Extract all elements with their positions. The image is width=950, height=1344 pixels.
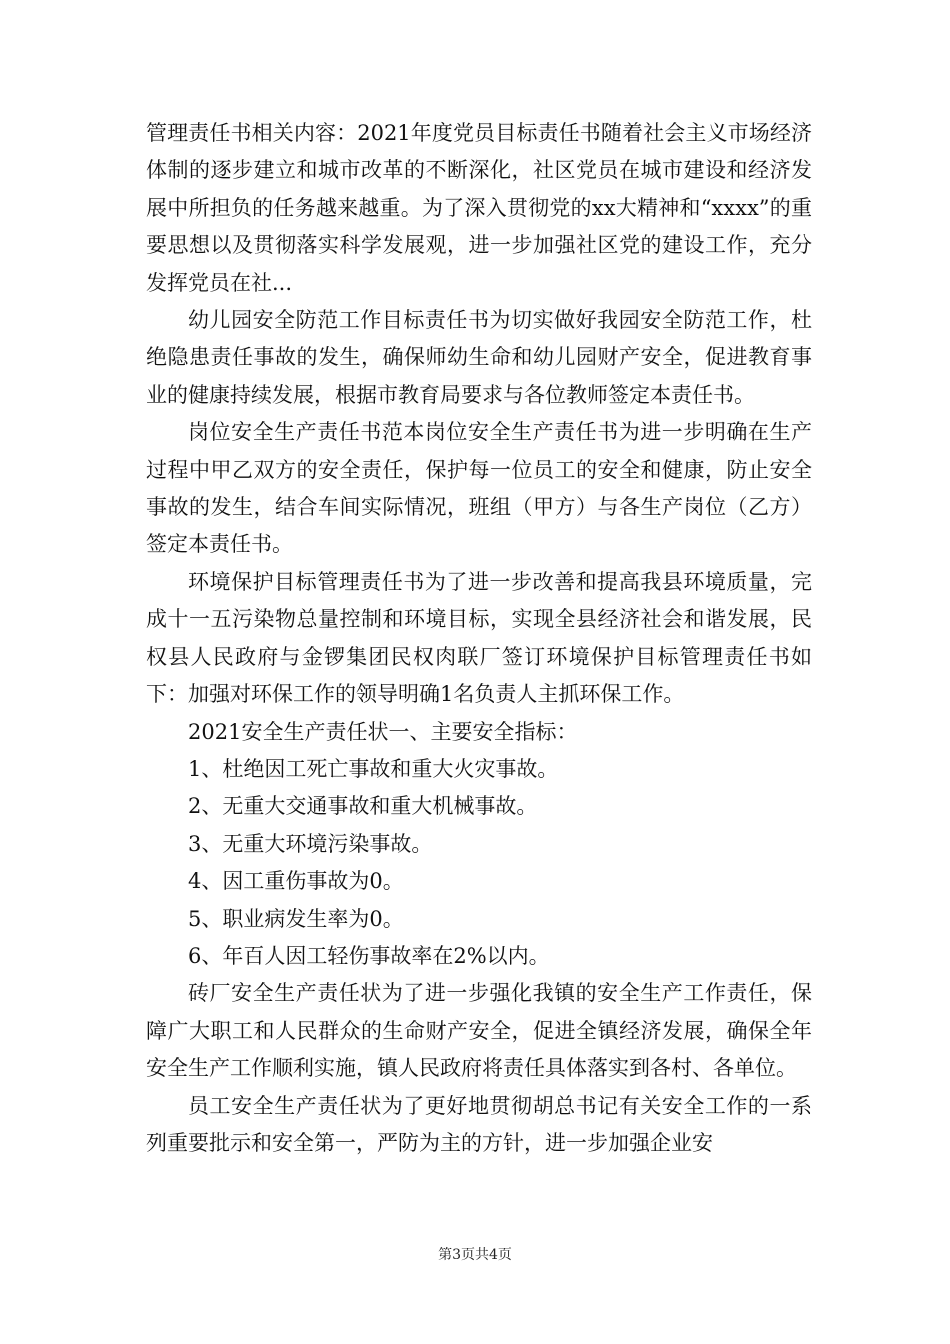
list-item-indicator-4: 4、因工重伤事故为0。 <box>188 869 404 894</box>
list-item-indicator-3: 3、无重大环境污染事故。 <box>188 831 433 856</box>
paragraph-post-safety: 岗位安全生产责任书范本岗位安全生产责任书为进一步明确在生产过程中甲乙双方的安全责任，保护每一位员工的安全和健康，防止安全事故的发生，结合车间实际情况，班组（甲方）与各生产岗位（乙方）签定本责任书。 <box>146 420 812 557</box>
paragraph-brick-factory-safety: 砖厂安全生产责任状为了进一步强化我镇的安全生产工作责任，保障广大职工和人民群众的生命财产安全，促进全镇经济发展，确保全年安全生产工作顺利实施，镇人民政府将责任具体落实到各村、各单位。 <box>146 981 812 1081</box>
list-item-indicator-5: 5、职业病发生率为0。 <box>188 906 404 931</box>
paragraph-party-member-target: 管理责任书相关内容：2021年度党员目标责任书随着社会主义市场经济体制的逐步建立和城市改革的不断深化，社区党员在城市建设和经济发展中所担负的任务越来越重。为了深入贯彻党的xx大精神和“xxxx”的重要思想以及贯彻落实科学发展观，进一步加强社区党的建设工作，充分发挥党员在社... <box>146 121 812 295</box>
list-item-indicator-2: 2、无重大交通事故和重大机械事故。 <box>188 794 538 819</box>
document-body <box>146 115 812 1162</box>
list-item-indicator-1: 1、杜绝因工死亡事故和重大火灾事故。 <box>188 756 559 781</box>
paragraph-employee-safety: 员工安全生产责任状为了更好地贯彻胡总书记有关安全工作的一系列重要批示和安全第一，严防为主的方针，进一步加强企业安 <box>146 1093 812 1155</box>
paragraph-safety-indicators-heading: 2021安全生产责任状一、主要安全指标： <box>188 719 578 744</box>
list-item-indicator-6: 6、年百人因工轻伤事故率在2%以内。 <box>188 943 550 968</box>
paragraph-environmental-protection: 环境保护目标管理责任书为了进一步改善和提高我县环境质量，完成十一五污染物总量控制和环境目标，实现全县经济社会和谐发展，民权县人民政府与金锣集团民权肉联厂签订环境保护目标管理责任书如下：加强对环保工作的领导明确1名负责人主抓环保工作。 <box>146 569 812 707</box>
page-number-footer: 第3页共4页 <box>438 1247 512 1263</box>
paragraph-kindergarten-safety: 幼儿园安全防范工作目标责任书为切实做好我园安全防范工作，杜绝隐患责任事故的发生，确保师幼生命和幼儿园财产安全，促进教育事业的健康持续发展，根据市教育局要求与各位教师签定本责任书。 <box>146 308 812 407</box>
